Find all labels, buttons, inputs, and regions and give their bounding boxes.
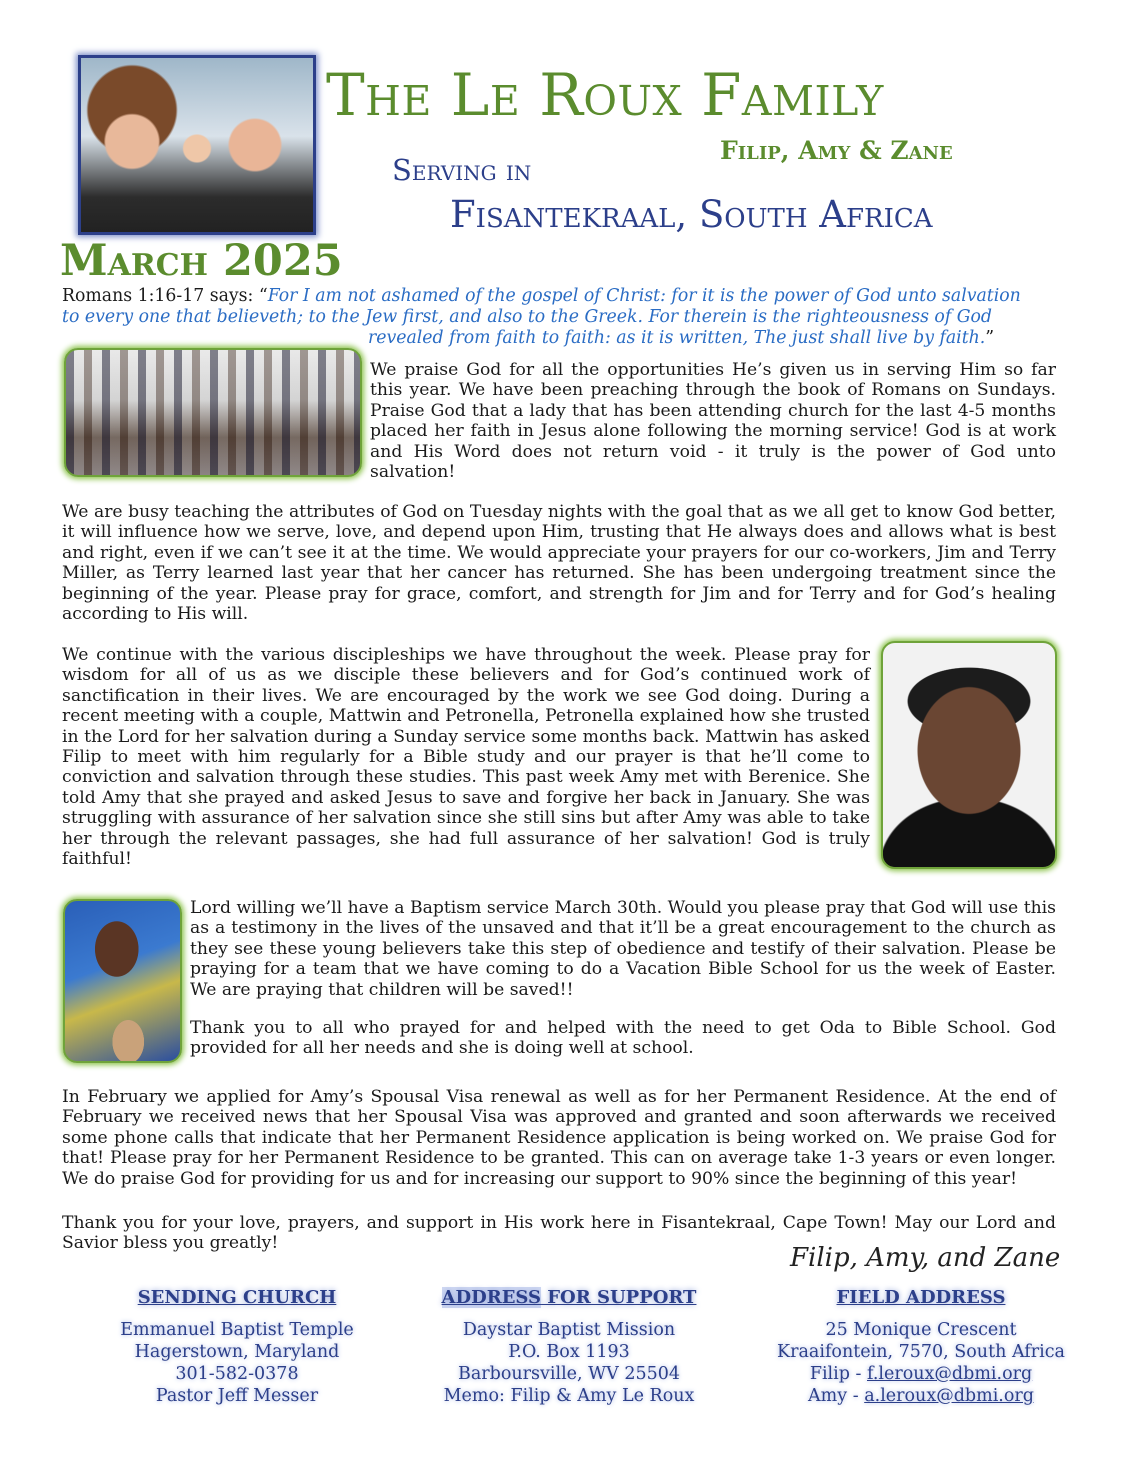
scripture-verse	[62, 286, 1062, 349]
paragraph-praise: We praise God for all the opportunities He’s given us in serving Him so far this year. We have been preaching through the book of Romans on Sundays. Praise God that a lady that has been attending church for the last 4-5 months placed her faith in Jesus alone following the morning service! God is at work and His Word does not return void - it truly is the power of God unto salvation!	[370, 360, 1056, 483]
paragraph-attributes: We are busy teaching the attributes of God on Tuesday nights with the goal that as we all get to know God better, it will influence how we serve, love, and depend upon Him, trusting that He always does and allows what is best and right, even if we can’t see it at the time. We would appreciate your prayers for our co-workers, Jim and Terry Miller, as Terry learned last year that her cancer has returned. She has been undergoing treatment since the beginning of the year. Please pray for grace, comfort, and strength for Jim and for Terry and for God’s healing according to His will.	[62, 502, 1056, 625]
page-title: The Le Roux Family	[326, 61, 884, 129]
support-address-line: Barboursville, WV 25504	[457, 1364, 681, 1384]
girl-eating-photo	[63, 899, 182, 1063]
family-photo	[78, 55, 316, 235]
newsletter-month: March 2025	[60, 236, 343, 286]
signature: Filip, Amy, and Zane	[790, 1243, 1061, 1273]
support-address-line: Memo: Filip & Amy Le Roux	[443, 1386, 695, 1406]
verse-close-quote: ”	[985, 328, 995, 348]
support-address-line: Daystar Baptist Mission	[462, 1320, 676, 1340]
serving-line-2: Fisantekraal, South Africa	[450, 193, 933, 236]
woman-portrait-photo	[881, 641, 1057, 869]
serving-line-1: Serving in	[392, 153, 532, 187]
verse-line-1: For I am not ashamed of the gospel of Christ: for it is the power of God unto salvation	[267, 286, 1021, 306]
field-address-line: 25 Monique Crescent	[825, 1320, 1017, 1340]
family-names: Filip, Amy & Zane	[720, 136, 953, 165]
paragraph-visa: In February we applied for Amy’s Spousal Visa renewal as well as for her Permanent Residence. At the end of February we received news that her Spousal Visa was approved and granted and soon afterwards we received some phone calls that indicate that her Permanent Residence application is being worked on. We praise God for that! Please pray for her Permanent Residence to be granted. This can on average take 1-3 years or even longer. We do praise God for providing for us and for increasing our support to 90% since the beginning of this year!	[62, 1087, 1056, 1189]
paragraph-thanks: Thank you for your love, prayers, and support in His work here in Fisantekraal, Cape Town! May our Lord and Savior bless you greatly!	[62, 1213, 1056, 1254]
filip-email-line	[760, 1363, 1082, 1385]
support-address-line: P.O. Box 1193	[508, 1342, 630, 1362]
paragraph-discipleship: We continue with the various discipleships we have throughout the week. Please pray for wisdom for all of us as we disciple these believers and for God’s continued work of sanctification in their lives. We are encouraged by the work we see God doing. During a recent meeting with a couple, Mattwin and Petronella, Petronella explained how she trusted in the Lord for her salvation during a Sunday service some months back. Mattwin has asked Filip to meet with him regularly for a Bible study and our prayer is that he’ll come to conviction and salvation through these studies. This past week Amy met with Berenice. She told Amy that she prayed and asked Jesus to save and forgive her back in January. She was struggling with assurance of her salvation since she still sins but after Amy was able to take her through the relevant passages, she had full assurance of her salvation! God is truly faithful!	[62, 645, 870, 870]
support-address-block	[416, 1287, 722, 1407]
field-address-block	[760, 1287, 1082, 1407]
amy-email-link[interactable]: a.leroux@dbmi.org	[864, 1386, 1034, 1406]
sending-church-line: Hagerstown, Maryland	[134, 1342, 340, 1362]
verse-reference: Romans 1:16-17 says: “	[62, 286, 268, 306]
field-address-heading: FIELD ADDRESS	[836, 1287, 1006, 1308]
support-address-heading	[416, 1287, 722, 1309]
sending-church-line: Pastor Jeff Messer	[155, 1386, 319, 1406]
field-address-line: Kraaifontein, 7570, South Africa	[777, 1342, 1065, 1362]
paragraph-bible-school: Thank you to all who prayed for and helped with the need to get Oda to Bible School. God provided for all her needs and she is doing well at school.	[190, 1018, 1056, 1059]
filip-email-prefix: Filip -	[809, 1364, 867, 1384]
amy-email-line	[760, 1385, 1082, 1407]
verse-line-2: to every one that believeth; to the Jew first, and also to the Greek. For therein is the righteousness of God	[62, 307, 992, 327]
sending-church-heading: SENDING CHURCH	[137, 1287, 337, 1308]
church-service-photo	[64, 348, 362, 477]
support-heading-highlight: ADDRESS	[441, 1287, 542, 1308]
sending-church-line: 301-582-0378	[175, 1364, 299, 1384]
sending-church-line: Emmanuel Baptist Temple	[120, 1320, 354, 1340]
sending-church-block	[82, 1287, 392, 1407]
filip-email-link[interactable]: f.leroux@dbmi.org	[867, 1364, 1033, 1384]
verse-line-3: revealed from faith to faith: as it is written, The just shall live by faith.	[368, 328, 986, 348]
support-heading-rest: FOR SUPPORT	[541, 1287, 697, 1308]
amy-email-prefix: Amy -	[808, 1386, 865, 1406]
paragraph-baptism: Lord willing we’ll have a Baptism service March 30th. Would you please pray that God will use this as a testimony in the lives of the unsaved and that it’ll be a great encouragement to the church as they see these young believers take this step of obedience and testify of their salvation. Please be praying for a team that we have coming to do a Vacation Bible School for us the week of Easter. We are praying that children will be saved!!	[190, 898, 1056, 1000]
